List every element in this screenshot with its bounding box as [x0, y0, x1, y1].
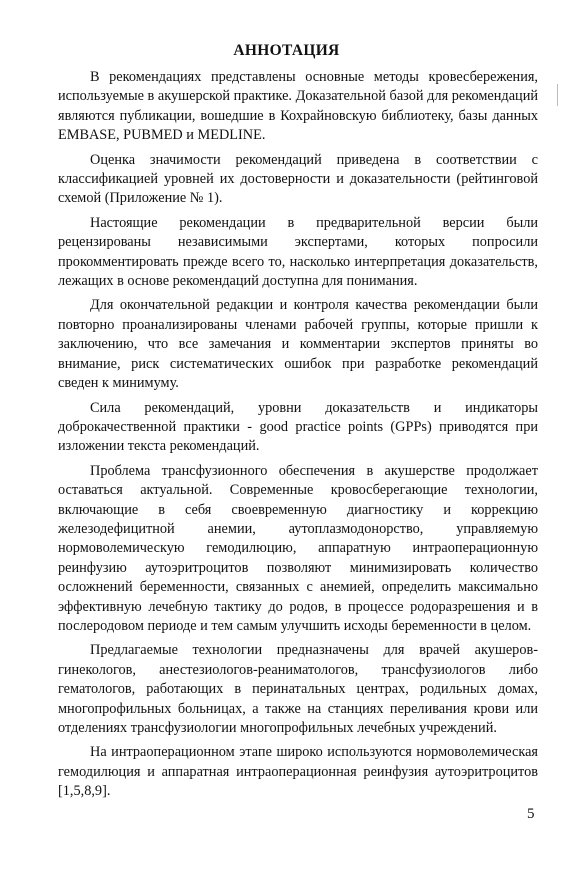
paragraph-7: Предлагаемые технологии предназначены для врачей акушеров-гинекологов, анестезиологов-реаниматологов, трансфузиологов либо гематологов, работающих в перинатальных центрах, родильных домах, многопрофильных больницах, а также на станциях переливания крови или отделениях трансфузиологии многопрофильных лечебных учреждений.: [58, 642, 538, 736]
page-title: АННОТАЦИЯ: [233, 42, 340, 59]
page-number: 5: [527, 806, 535, 822]
paragraph-2: Оценка значимости рекомендаций приведена в соответствии с классификацией уровней их достоверности и доказательности (рейтинговой схемой (Приложение № 1).: [58, 151, 538, 207]
scan-edge-mark: [557, 84, 558, 106]
paragraph-1: В рекомендациях представлены основные методы кровесбережения, используемые в акушерской практике. Доказательной базой для рекомендаций являются публикации, вошедшие в Кохрайновскую библиотеку, базы данных EMBASE, PUBMED и MEDLINE.: [58, 69, 538, 144]
document-body: [58, 68, 538, 807]
paragraph-3: Настоящие рекомендации в предварительной версии были рецензированы независимыми экспертами, которых попросили прокомментировать прежде всего то, насколько интерпретация доказательств, лежащих в основе рекомендаций доступна для понимания.: [58, 214, 538, 290]
paragraph-4: Для окончательной редакции и контроля качества рекомендации были повторно проанализированы членами рабочей группы, которые пришли к заключению, что все замечания и комментарии экспертов приняты во внимание, риск систематических ошибок при разработке рекомендаций сведен к минимуму.: [58, 297, 538, 392]
paragraph-6: Проблема трансфузионного обеспечения в акушерстве продолжает оставаться актуальной. Современные кровосберегающие технологии, включающие в себя своевременную диагностику и коррекцию железодефицитной анемии, аутоплазмодонорство, управляемую нормоволемическую гемодилюцию, аппаратную интраоперационную реинфузию аутоэритроцитов позволяют минимизировать количество осложнений беременности, связанных с анемией, определить максимально эффективную лечебную тактику до родов, в процессе родоразрешения и в послеродовом периоде и тем самым улучшить исходы беременности в целом.: [58, 462, 538, 634]
paragraph-8: На интраоперационном этапе широко используются нормоволемическая гемодилюция и аппаратная интраоперационная реинфузия аутоэритроцитов [1,5,8,9].: [58, 744, 538, 800]
paragraph-5: Сила рекомендаций, уровни доказательств и индикаторы доброкачественной практики - good practice points (GPPs) приводятся при изложении текста рекомендаций.: [58, 399, 538, 455]
